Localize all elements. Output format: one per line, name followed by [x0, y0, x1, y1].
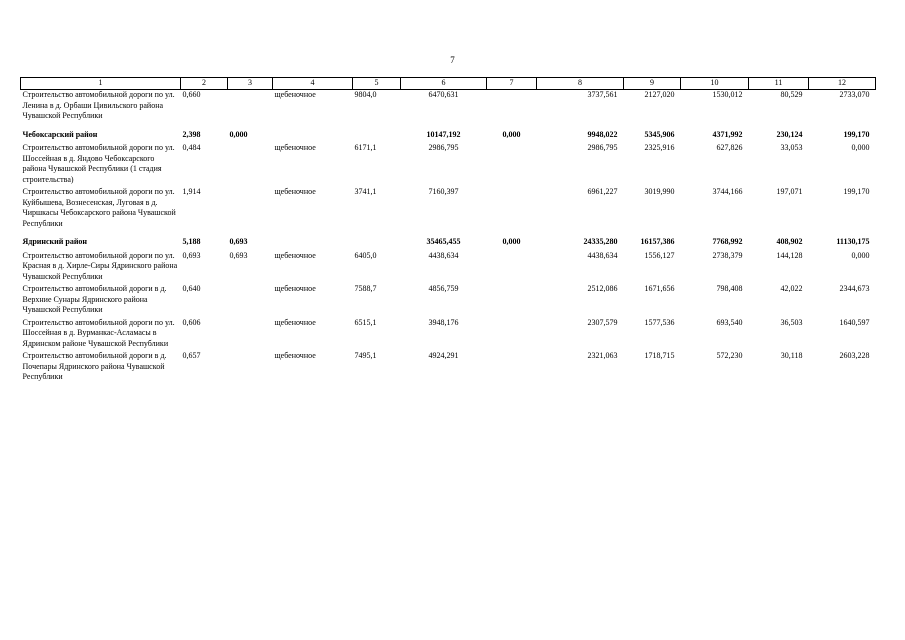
cell-col-6: 35465,455: [426, 237, 461, 246]
cell-col-2: 5,188: [182, 237, 201, 246]
cell-col-2: 0,606: [182, 317, 201, 327]
cell-col-9: 3019,990: [644, 187, 675, 196]
cell-col-5: 6515,1: [354, 317, 377, 327]
cell-col-3: 0,000: [229, 129, 248, 139]
cell-col-7: [487, 251, 537, 285]
cell-col-2: 0,660: [182, 90, 201, 99]
cell-col-2: 1,914: [182, 187, 201, 196]
column-header-10: 10: [681, 78, 749, 90]
cell-col-4: [273, 124, 353, 144]
data-table: [20, 77, 876, 385]
cell-col-5: 3741,1: [354, 187, 377, 196]
cell-col-8: 2512,086: [587, 284, 618, 293]
page-number: 7: [450, 55, 455, 65]
cell-col-9: 5345,906: [644, 129, 675, 139]
cell-col-10: 572,230: [716, 351, 743, 360]
cell-col-12: 199,170: [843, 129, 870, 139]
cell-col-4: щебеночное: [274, 143, 316, 152]
cell-col-10: 4371,992: [712, 129, 743, 139]
cell-col-11: 36,503: [780, 317, 803, 327]
cell-col-12: 1640,597: [839, 317, 870, 327]
cell-col-9: 1718,715: [644, 351, 675, 360]
table-body: [21, 90, 876, 385]
table-row: [21, 251, 876, 285]
cell-col-8: 9948,022: [587, 129, 618, 139]
cell-col-2: 0,657: [182, 351, 201, 360]
cell-col-5: [353, 124, 401, 144]
cell-col-8: 24335,280: [583, 237, 618, 246]
cell-col-4: щебеночное: [274, 250, 316, 260]
cell-col-11: 197,071: [776, 187, 803, 196]
cell-col-4: щебеночное: [274, 187, 316, 196]
cell-col-4: щебеночное: [274, 351, 316, 360]
cell-col-9: 1577,536: [644, 317, 675, 327]
table-row: [21, 187, 876, 231]
cell-col-12: 0,000: [851, 250, 870, 260]
row-name: Строительство автомобильной дороги по ул. Куйбышева, Вознесенская, Луговая в д. Чиршкасы Чебоксарского района Чувашской Республики: [22, 187, 176, 228]
cell-col-4: [273, 231, 353, 251]
cell-col-7: [487, 143, 537, 187]
cell-col-7: 0,000: [502, 237, 521, 246]
row-name: Чебоксарский район: [22, 129, 98, 139]
cell-col-4: щебеночное: [274, 90, 316, 99]
cell-col-7: 0,000: [502, 129, 521, 139]
cell-col-12: 2733,070: [839, 90, 870, 99]
cell-col-7: [487, 351, 537, 385]
cell-col-8: 3737,561: [587, 90, 618, 99]
cell-col-11: 42,022: [780, 284, 803, 293]
cell-col-12: 11130,175: [836, 237, 870, 246]
cell-col-5: 6405,0: [354, 250, 377, 260]
cell-col-3: 0,693: [229, 237, 248, 246]
cell-col-8: 2986,795: [587, 143, 618, 152]
cell-col-7: [487, 187, 537, 231]
cell-col-8: 2321,063: [587, 351, 618, 360]
district-row: [21, 231, 876, 251]
row-name: Строительство автомобильной дороги в д. Почепары Ядринского района Чувашской Республики: [22, 351, 167, 381]
column-header-5: 5: [353, 78, 401, 90]
column-header-8: 8: [537, 78, 624, 90]
cell-col-5: 6171,1: [354, 143, 377, 152]
cell-col-6: 10147,192: [426, 129, 461, 139]
cell-col-6: 7160,397: [428, 187, 459, 196]
cell-col-10: 7768,992: [712, 237, 743, 246]
cell-col-6: 3948,176: [428, 317, 459, 327]
cell-col-6: 4438,634: [428, 250, 459, 260]
cell-col-8: 4438,634: [587, 250, 618, 260]
column-header-3: 3: [228, 78, 273, 90]
cell-col-11: 33,053: [780, 143, 803, 152]
cell-col-5: 7588,7: [354, 284, 377, 293]
row-name: Строительство автомобильной дороги по ул. Шоссейная в д. Вурманкас-Асламасы в Ядринском районе Чувашской Республики: [22, 317, 175, 348]
table-row: [21, 351, 876, 385]
cell-col-2: 0,640: [182, 284, 201, 293]
column-header-6: 6: [401, 78, 487, 90]
column-header-12: 12: [809, 78, 876, 90]
cell-col-5: 7495,1: [354, 351, 377, 360]
cell-col-12: 0,000: [851, 143, 870, 152]
cell-col-5: 9804,0: [354, 90, 377, 99]
row-name: Строительство автомобильной дороги по ул. Шоссейная в д. Яндово Чебоксарского района Чувашской Республики (1 стадия строительства): [22, 143, 175, 184]
table-row: [21, 284, 876, 318]
column-header-2: 2: [181, 78, 228, 90]
cell-col-3: [228, 90, 273, 124]
cell-col-2: 0,484: [182, 143, 201, 152]
cell-col-11: 30,118: [780, 351, 803, 360]
cell-col-9: 1671,656: [644, 284, 675, 293]
column-header-1: 1: [21, 78, 181, 90]
cell-col-9: 2325,916: [644, 143, 675, 152]
cell-col-4: щебеночное: [274, 284, 316, 293]
cell-col-6: 2986,795: [428, 143, 459, 152]
cell-col-3: [228, 187, 273, 231]
cell-col-7: [487, 284, 537, 318]
cell-col-6: 4924,291: [428, 351, 459, 360]
table-row: [21, 90, 876, 124]
cell-col-3: [228, 351, 273, 385]
cell-col-12: 2344,673: [839, 284, 870, 293]
cell-col-11: 80,529: [780, 90, 803, 99]
cell-col-10: 798,408: [716, 284, 743, 293]
row-name: Ядринский район: [22, 237, 88, 246]
cell-col-2: 2,398: [182, 129, 201, 139]
district-row: [21, 124, 876, 144]
cell-col-9: 1556,127: [644, 250, 675, 260]
row-name: Строительство автомобильной дороги по ул. Ленина в д. Орбаши Цивильского района Чувашской Республики: [22, 90, 175, 120]
cell-col-6: 6470,631: [428, 90, 459, 99]
cell-col-9: 2127,020: [644, 90, 675, 99]
cell-col-7: [487, 90, 537, 124]
cell-col-10: 1530,012: [712, 90, 743, 99]
cell-col-12: 2603,228: [839, 351, 870, 360]
cell-col-10: 693,540: [716, 317, 743, 327]
cell-col-9: 16157,386: [640, 237, 675, 246]
row-name: Строительство автомобильной дороги по ул. Красная в д. Хирле-Сиры Ядринского района Чувашской Республики: [22, 250, 178, 281]
table-row: [21, 143, 876, 187]
cell-col-2: 0,693: [182, 250, 201, 260]
cell-col-11: 408,902: [776, 237, 803, 246]
column-header-4: 4: [273, 78, 353, 90]
cell-col-10: 627,826: [716, 143, 743, 152]
column-header-9: 9: [624, 78, 681, 90]
cell-col-12: 199,170: [843, 187, 870, 196]
header-row: [21, 78, 876, 90]
cell-col-3: [228, 284, 273, 318]
cell-col-5: [353, 231, 401, 251]
cell-col-8: 2307,579: [587, 317, 618, 327]
cell-col-3: [228, 318, 273, 352]
column-header-11: 11: [749, 78, 809, 90]
cell-col-7: [487, 318, 537, 352]
cell-col-10: 3744,166: [712, 187, 743, 196]
cell-col-3: [228, 143, 273, 187]
column-header-7: 7: [487, 78, 537, 90]
cell-col-11: 144,128: [776, 250, 803, 260]
cell-col-4: щебеночное: [274, 317, 316, 327]
table-row: [21, 318, 876, 352]
cell-col-10: 2738,379: [712, 250, 743, 260]
cell-col-11: 230,124: [776, 129, 803, 139]
cell-col-6: 4856,759: [428, 284, 459, 293]
cell-col-8: 6961,227: [587, 187, 618, 196]
cell-col-3: 0,693: [229, 250, 248, 260]
row-name: Строительство автомобильной дороги в д. Верхние Сунары Ядринского района Чувашской Республики: [22, 284, 167, 314]
